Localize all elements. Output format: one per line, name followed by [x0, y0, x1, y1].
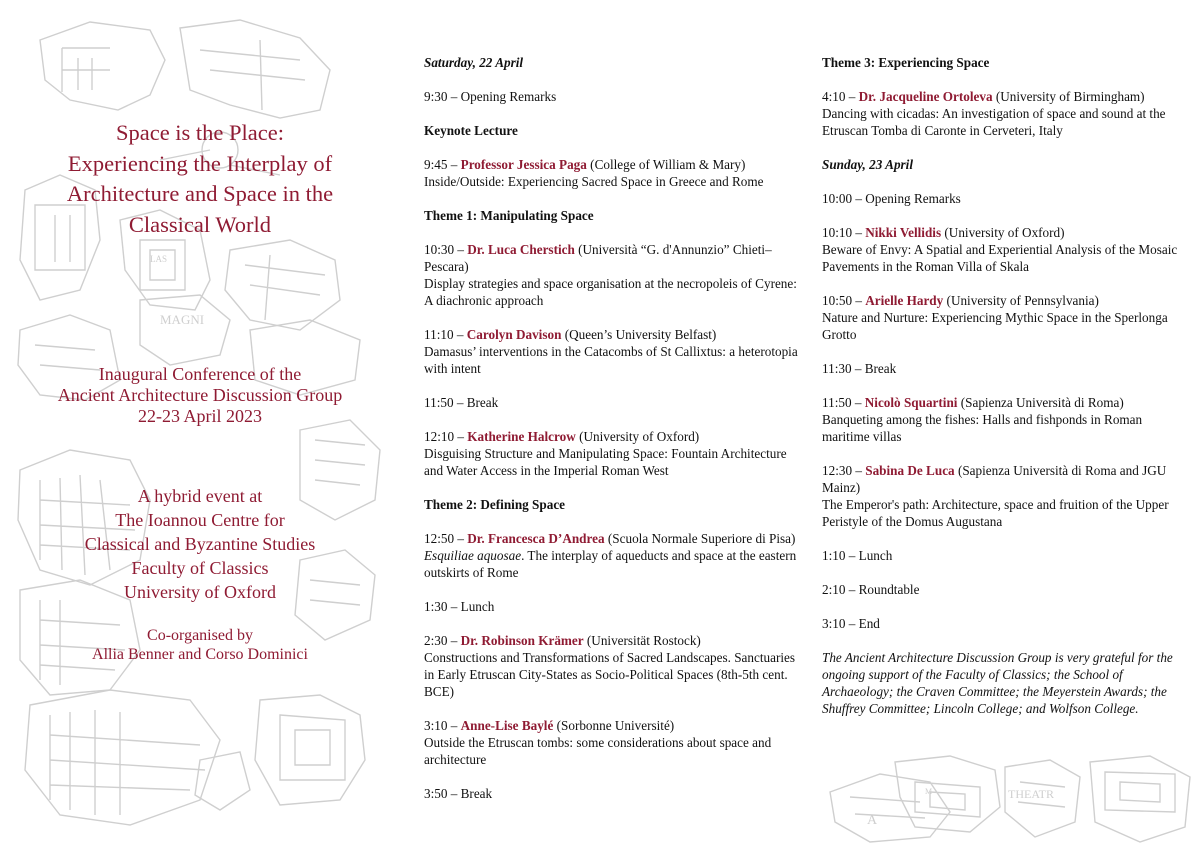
talk-title: Beware of Envy: A Spatial and Experiential Analysis of the Mosaic Pavements in the Roman Villa of Skala: [822, 242, 1178, 274]
talk-title: Inside/Outside: Experiencing Sacred Space in Greece and Rome: [424, 174, 764, 189]
title-line: Space is the Place:: [115, 120, 285, 145]
talk-entry: [822, 224, 1182, 275]
speaker-affiliation: (Sapienza Università di Roma and JGU Mainz): [822, 463, 1167, 495]
speaker-affiliation: (Sorbonne Université): [553, 718, 675, 733]
day-heading: Saturday, 22 April: [424, 55, 524, 70]
programme-column-1: [424, 54, 804, 819]
talk-time: 3:10 –: [424, 718, 461, 733]
talk-title: Nature and Nurture: Experiencing Mythic Space in the Sperlonga Grotto: [822, 310, 1168, 342]
conference-title: [30, 118, 370, 240]
speaker-affiliation: (University of Oxford): [941, 225, 1065, 240]
map-label-theatr: THEATR: [1008, 787, 1054, 801]
conference-info: [30, 364, 370, 427]
venue-line: A hybrid event at: [137, 486, 263, 506]
talk-title-italic: Esquiliae aquosae: [424, 548, 522, 563]
schedule-item: 9:30 – Opening Remarks: [424, 89, 557, 104]
talk-entry: [822, 88, 1182, 139]
talk-time: 4:10 –: [822, 89, 859, 104]
speaker-name: Anne-Lise Baylé: [460, 718, 554, 733]
talk-time: 12:10 –: [424, 429, 468, 444]
schedule-item: 3:10 – End: [822, 616, 880, 631]
title-line: Experiencing the Interplay of: [67, 150, 333, 176]
conference-dates: 22-23 April 2023: [138, 406, 262, 426]
map-label-las: LAS: [150, 254, 168, 264]
speaker-name: Dr. Jacqueline Ortoleva: [858, 89, 993, 104]
map-label-a: A: [867, 813, 878, 828]
speaker-affiliation: (University of Birmingham): [992, 89, 1145, 104]
venue-line: The Ioannou Centre for: [115, 510, 285, 530]
speaker-affiliation: (College of William & Mary): [586, 157, 746, 172]
speaker-affiliation: (Queen’s University Belfast): [561, 327, 717, 342]
talk-entry: [424, 530, 804, 581]
schedule-item: 10:00 – Opening Remarks: [822, 191, 961, 206]
talk-entry: [822, 394, 1182, 445]
schedule-item: 3:50 – Break: [424, 786, 493, 801]
speaker-affiliation: (Università “G. d'Annunzio” Chieti–Pescara): [424, 242, 772, 274]
speaker-name: Dr. Luca Cherstich: [467, 242, 575, 257]
speaker-affiliation: (University of Oxford): [575, 429, 700, 444]
conference-line: Inaugural Conference of the: [98, 364, 302, 384]
venue-line: Faculty of Classics: [131, 558, 269, 578]
day-heading: Sunday, 23 April: [822, 157, 913, 172]
speaker-name: Nikki Vellidis: [865, 225, 942, 240]
acknowledgements: The Ancient Architecture Discussion Group is very grateful for the ongoing support of the Faculty of Classics; the School of Archaeology; the Craven Committee; the Meyerstein Awards; the Shuffrey Committee; Lincoln College; and Wolfson College.: [822, 650, 1173, 716]
talk-title: Constructions and Transformations of Sacred Landscapes. Sanctuaries in Early Etruscan City-States as Socio-Political Spaces (8th-5th cent. BCE): [424, 650, 796, 699]
map-label-m: M: [925, 787, 933, 796]
organisers: [30, 626, 370, 664]
talk-time: 2:30 –: [424, 633, 461, 648]
organisers-label: Co-organised by: [147, 627, 253, 644]
schedule-item: 2:10 – Roundtable: [822, 582, 920, 597]
speaker-affiliation: (Scuola Normale Superiore di Pisa): [604, 531, 796, 546]
title-line: Classical World: [128, 211, 272, 237]
schedule-item: 1:10 – Lunch: [822, 548, 893, 563]
talk-entry: [822, 292, 1182, 343]
talk-time: 10:30 –: [424, 242, 468, 257]
venue-info: [30, 484, 370, 604]
map-label-magni: MAGNI: [160, 312, 205, 327]
speaker-affiliation: (Universität Rostock): [583, 633, 701, 648]
speaker-affiliation: (Sapienza Università di Roma): [957, 395, 1124, 410]
talk-time: 10:50 –: [822, 293, 866, 308]
talk-time: 11:50 –: [822, 395, 865, 410]
organisers-names: Allia Benner and Corso Dominici: [92, 646, 308, 663]
title-line: Architecture and Space in the: [66, 181, 334, 206]
section-heading: Theme 3: Experiencing Space: [822, 55, 990, 70]
section-heading: Keynote Lecture: [424, 123, 518, 138]
talk-entry: [424, 156, 804, 190]
talk-time: 12:50 –: [424, 531, 468, 546]
talk-entry: [822, 462, 1182, 530]
speaker-name: Professor Jessica Paga: [460, 157, 587, 172]
conference-line: Ancient Architecture Discussion Group: [57, 385, 343, 405]
left-panel: [30, 0, 370, 848]
speaker-affiliation: (University of Pennsylvania): [943, 293, 1099, 308]
venue-line: University of Oxford: [124, 582, 276, 602]
talk-entry: [424, 326, 804, 377]
speaker-name: Carolyn Davison: [466, 327, 562, 342]
talk-title: Outside the Etruscan tombs: some considerations about space and architecture: [424, 735, 772, 767]
programme-column-2: [822, 54, 1182, 734]
talk-entry: [424, 241, 804, 309]
schedule-item: 11:30 – Break: [822, 361, 897, 376]
speaker-name: Sabina De Luca: [865, 463, 955, 478]
talk-time: 9:45 –: [424, 157, 461, 172]
talk-time: 10:10 –: [822, 225, 866, 240]
talk-title: . The interplay of aqueducts and space at the eastern outskirts of Rome: [424, 548, 797, 580]
speaker-name: Arielle Hardy: [865, 293, 944, 308]
talk-title: The Emperor's path: Architecture, space and fruition of the Upper Peristyle of the Domus Augustana: [822, 497, 1169, 529]
talk-title: Disguising Structure and Manipulating Space: Fountain Architecture and Water Access in the Imperial Roman West: [424, 446, 787, 478]
talk-time: 12:30 –: [822, 463, 866, 478]
speaker-name: Nicolò Squartini: [864, 395, 958, 410]
talk-title: Damasus’ interventions in the Catacombs of St Callixtus: a heterotopia with intent: [424, 344, 798, 376]
speaker-name: Dr. Francesca D’Andrea: [467, 531, 605, 546]
talk-title: Dancing with cicadas: An investigation of space and sound at the Etruscan Tomba di Caronte in Cerveteri, Italy: [822, 106, 1166, 138]
marble-plan-illustration-bottom: [820, 752, 1200, 848]
venue-line: Classical and Byzantine Studies: [84, 534, 316, 554]
section-heading: Theme 1: Manipulating Space: [424, 208, 594, 223]
talk-entry: [424, 428, 804, 479]
speaker-name: Dr. Robinson Krämer: [460, 633, 584, 648]
talk-title: Banqueting among the fishes: Halls and fishponds in Roman maritime villas: [822, 412, 1143, 444]
talk-time: 11:10 –: [424, 327, 467, 342]
section-heading: Theme 2: Defining Space: [424, 497, 566, 512]
talk-title: Display strategies and space organisation at the necropoleis of Cyrene: A diachronic approach: [424, 276, 797, 308]
speaker-name: Katherine Halcrow: [467, 429, 576, 444]
talk-entry: [424, 717, 804, 768]
schedule-item: 1:30 – Lunch: [424, 599, 495, 614]
marble-plan-fragments-right: [820, 752, 1200, 848]
talk-entry: [424, 632, 804, 700]
schedule-item: 11:50 – Break: [424, 395, 499, 410]
